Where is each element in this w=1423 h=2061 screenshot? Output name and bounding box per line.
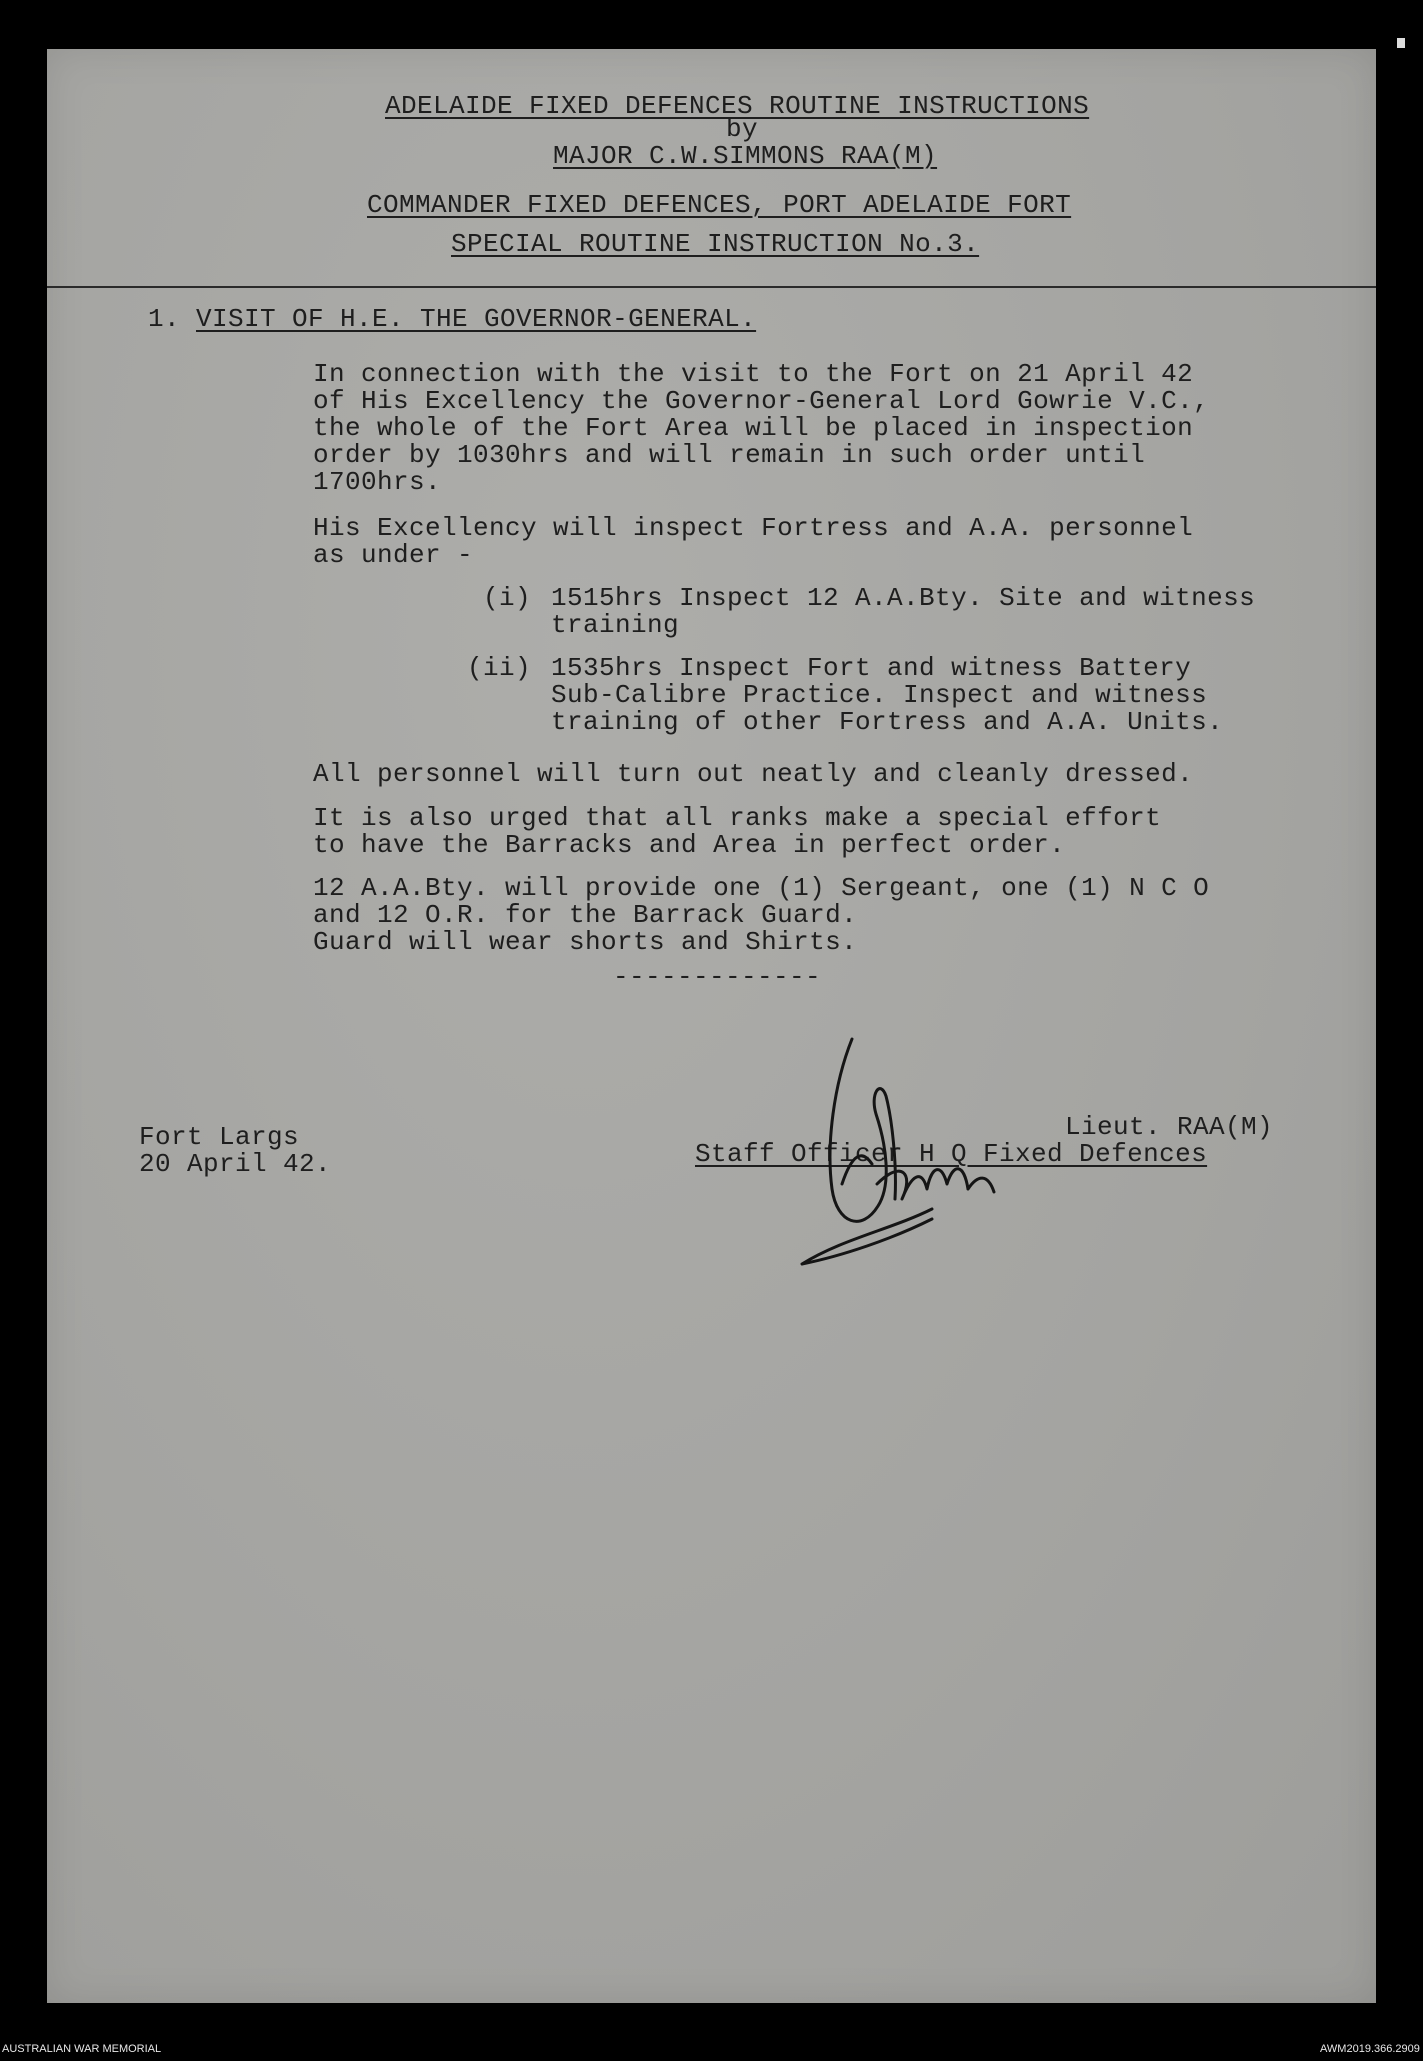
separator-dashes: ------------- (613, 962, 822, 992)
paragraph-line: to have the Barracks and Area in perfect order. (313, 830, 1066, 860)
section-number: 1. (148, 304, 181, 334)
paragraph-line: the whole of the Fort Area will be placed in inspection (313, 413, 1194, 443)
list-item-marker: (i) (483, 583, 532, 613)
header-divider (47, 286, 1376, 288)
paragraph-line: as under - (313, 540, 474, 570)
list-item-line: training (551, 610, 680, 640)
footer-accession-number: AWM2019.366.2909 (1320, 2043, 1420, 2055)
header-commander-title: COMMANDER FIXED DEFENCES, PORT ADELAIDE FORT (367, 190, 1072, 220)
paragraph-line: 1700hrs. (313, 467, 442, 497)
list-item-line: Sub-Calibre Practice. Inspect and witness (551, 680, 1208, 710)
paragraph-line: It is also urged that all ranks make a special effort (313, 803, 1162, 833)
header-title: ADELAIDE FIXED DEFENCES ROUTINE INSTRUCTIONS (385, 91, 1090, 121)
section-title: VISIT OF H.E. THE GOVERNOR-GENERAL. (196, 304, 757, 334)
paragraph-line: 12 A.A.Bty. will provide one (1) Sergeant, one (1) N C O (313, 873, 1210, 903)
issue-date: 20 April 42. (139, 1149, 332, 1179)
header-commander-name: MAJOR C.W.SIMMONS RAA(M) (553, 141, 938, 171)
footer-institution: AUSTRALIAN WAR MEMORIAL (2, 2043, 162, 2055)
issue-place: Fort Largs (139, 1122, 300, 1152)
paragraph-line: Guard will wear shorts and Shirts. (313, 927, 858, 957)
paragraph-line: of His Excellency the Governor-General Lord Gowrie V.C., (313, 386, 1210, 416)
paragraph-line: His Excellency will inspect Fortress and A.A. personnel (313, 513, 1194, 543)
list-item-marker: (ii) (467, 653, 532, 683)
handwritten-signature (782, 1024, 1012, 1294)
corner-mark (1397, 38, 1405, 48)
header-by: by (726, 114, 759, 144)
paragraph-line: and 12 O.R. for the Barrack Guard. (313, 900, 858, 930)
list-item-line: training of other Fortress and A.A. Units. (551, 707, 1224, 737)
paragraph-line: In connection with the visit to the Fort on 21 April 42 (313, 359, 1194, 389)
list-item-line: 1535hrs Inspect Fort and witness Battery (551, 653, 1192, 683)
signature-rank: Lieut. RAA(M) (1065, 1112, 1274, 1142)
list-item-line: 1515hrs Inspect 12 A.A.Bty. Site and witness (551, 583, 1256, 613)
document-page (47, 49, 1376, 2003)
paragraph-line: All personnel will turn out neatly and cleanly dressed. (313, 759, 1194, 789)
paragraph-line: order by 1030hrs and will remain in such order until (313, 440, 1146, 470)
signature-title: Staff Officer H Q Fixed Defences (695, 1139, 1208, 1169)
header-instruction-number: SPECIAL ROUTINE INSTRUCTION No.3. (451, 229, 980, 259)
